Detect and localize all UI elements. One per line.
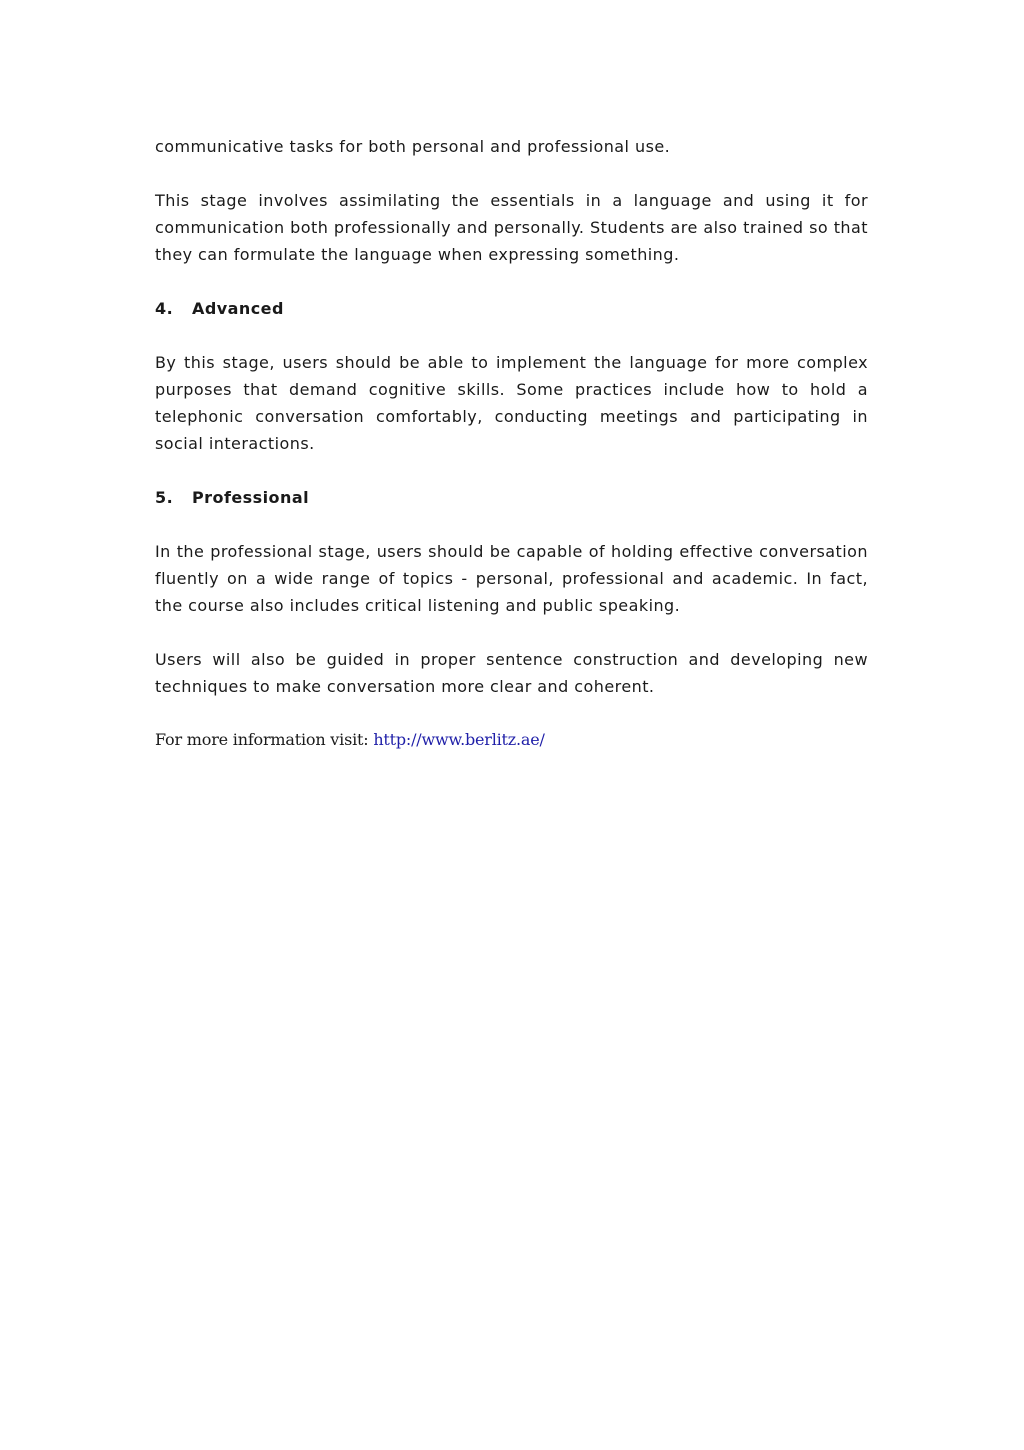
heading-title: Advanced <box>192 299 284 318</box>
heading-number: 4. <box>155 299 174 318</box>
more-info-line <box>155 726 868 753</box>
paragraph-intro-continuation: communicative tasks for both personal and professional use. <box>155 137 671 156</box>
paragraph-guidance: Users will also be guided in proper sentence construction and developing new techniques to make conversation more clear and coherent. <box>155 650 868 696</box>
document-page <box>155 133 868 753</box>
more-info-prefix: For more information visit: <box>155 730 369 749</box>
heading-number: 5. <box>155 488 174 507</box>
heading-title: Professional <box>192 488 310 507</box>
paragraph-advanced: By this stage, users should be able to implement the language for more complex purposes that demand cognitive skills. Some practices include how to hold a telephonic conversation comfortably, conducting meetings and participating in social interactions. <box>155 353 868 453</box>
paragraph-professional: In the professional stage, users should be capable of holding effective conversation fluently on a wide range of topics - personal, professional and academic. In fact, the course also includes critical listening and public speaking. <box>155 542 868 615</box>
heading-professional <box>155 484 868 511</box>
paragraph-stage-description: This stage involves assimilating the essentials in a language and using it for communication both professionally and personally. Students are also trained so that they can formulate the language when expressing something. <box>155 191 868 264</box>
berlitz-link[interactable]: http://www.berlitz.ae/ <box>373 730 545 749</box>
heading-advanced <box>155 295 868 322</box>
